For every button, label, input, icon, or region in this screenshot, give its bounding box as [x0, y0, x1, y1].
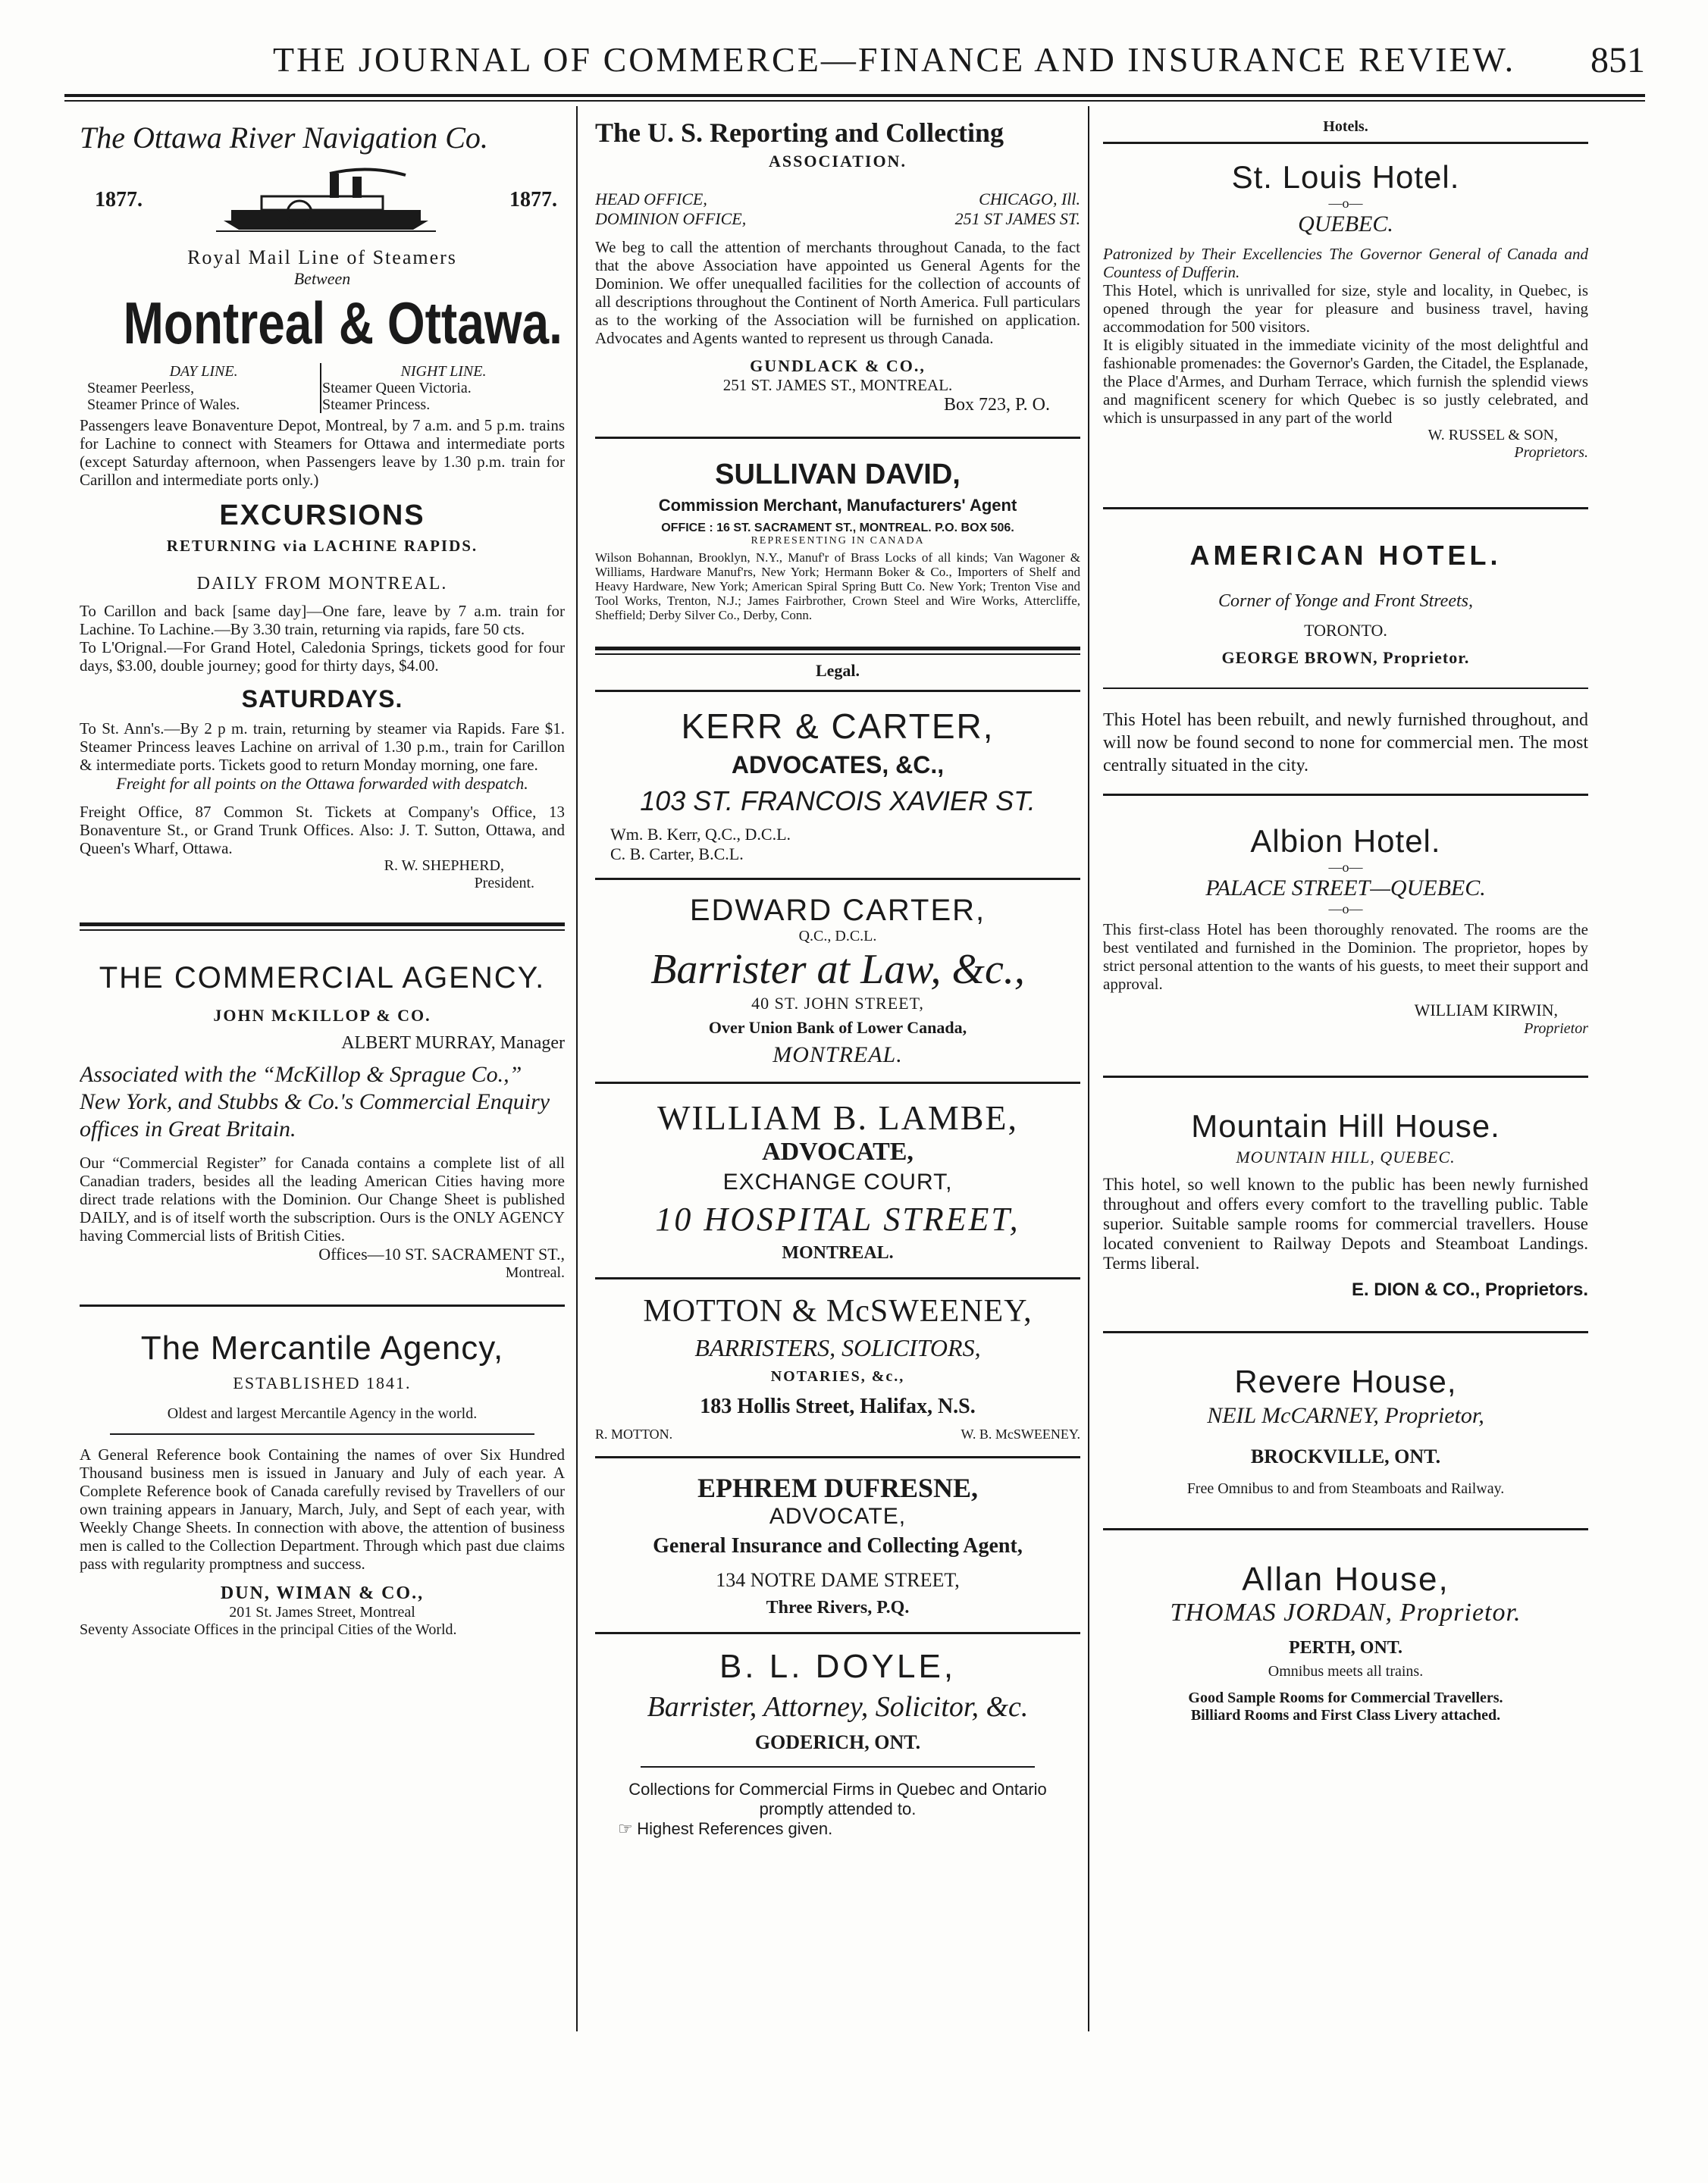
section-divider — [595, 690, 1080, 692]
dominion-office-label: DOMINION OFFICE, — [595, 209, 747, 228]
mercantile-agency-ad — [80, 1330, 565, 1638]
mercantile-address: 201 St. James Street, Montreal — [229, 1604, 415, 1621]
section-divider — [595, 1632, 1080, 1634]
st-louis-city: QUEBEC. — [1298, 211, 1393, 236]
section-divider — [595, 437, 1080, 439]
excursions-heading: EXCURSIONS — [219, 500, 425, 531]
agency-manager: ALBERT MURRAY, Manager — [341, 1033, 565, 1053]
section-divider — [80, 1304, 565, 1307]
saturdays-heading: SATURDAYS. — [241, 685, 403, 713]
motton-notaries: NOTARIES, &c., — [770, 1368, 905, 1385]
lambe-court: EXCHANGE COURT, — [722, 1170, 953, 1195]
dominion-office-address: 251 ST JAMES ST. — [954, 209, 1080, 228]
night-steamer-1: Steamer Queen Victoria. — [322, 380, 472, 396]
mercantile-title: The Mercantile Agency, — [140, 1330, 504, 1367]
edward-name: EDWARD CARTER, — [689, 894, 986, 927]
american-name: AMERICAN HOTEL. — [1189, 540, 1502, 571]
motton-mcsweeney-ad — [595, 1293, 1080, 1442]
mountain-name: Mountain Hill House. — [1191, 1108, 1500, 1144]
motton-title: BARRISTERS, SOLICITORS, — [694, 1334, 981, 1361]
revere-house-ad — [1103, 1364, 1588, 1498]
ornament: —o— — [1328, 901, 1363, 916]
journal-title: THE JOURNAL OF COMMERCE—FINANCE AND INSURANCE REVIEW. — [273, 40, 1516, 79]
agency-associated: Associated with the “McKillop & Sprague Co.,” New York, and Stubbs & Co.'s Commercial Enquiry offices in Great Britain. — [80, 1062, 550, 1142]
american-proprietor: GEORGE BROWN, Proprietor. — [1221, 648, 1470, 667]
day-line-label: DAY LINE. — [169, 363, 238, 380]
ornament: —o— — [1328, 196, 1363, 211]
revere-city: BROCKVILLE, ONT. — [1250, 1445, 1441, 1467]
mountain-proprietor: E. DION & CO., Proprietors. — [1351, 1279, 1588, 1300]
reporting-firm: GUNDLACK & CO., — [750, 356, 926, 375]
albion-body: This first-class Hotel has been thoroughly renovated. The rooms are the best ventilated and furnished in the Dominion. The proprietor, hopes by strict personal attention to the wants of his guests, to meet their support and approval. — [1103, 920, 1588, 993]
allan-house-ad — [1103, 1561, 1588, 1724]
us-reporting-ad — [595, 117, 1080, 415]
doyle-collections: Collections for Commercial Firms in Quebec and Ontario promptly attended to. — [628, 1780, 1047, 1818]
legal-heading: Legal. — [815, 661, 860, 680]
edward-city: MONTREAL. — [773, 1042, 903, 1067]
kerr-partner-2: C. B. Carter, B.C.L. — [610, 844, 744, 863]
divider — [110, 1433, 534, 1435]
st-louis-p1: This Hotel, which is unrivalled for size, style and locality, in Quebec, is opened through the year for pleasure and business travel, having accommodation for 500 visitors. — [1103, 281, 1588, 336]
st-louis-hotel-ad — [1103, 159, 1588, 462]
sullivan-role: Commission Merchant, Manufacturers' Agent — [658, 496, 1017, 515]
royal-mail-line: Royal Mail Line of Steamers — [187, 246, 457, 268]
night-steamer-2: Steamer Princess. — [322, 396, 431, 413]
mercantile-body: A General Reference book Containing the names of over Six Hundred Thousand business men is issued in January and July of each year. A Complete Reference book of Canada carefully revised by Travellers of our own training appears in January, March, July, and Sept of each year, with Weekly Change Sheets. In connection with above, the attention of business men is called to the Collection Department. Through which past due claims pass with regularity promptness and success. — [80, 1445, 565, 1573]
agency-firm: JOHN McKILLOP & CO. — [213, 1006, 431, 1025]
revere-name: Revere House, — [1234, 1364, 1457, 1399]
passenger-notice: Passengers leave Bonaventure Depot, Montreal, by 7 a.m. and 5 p.m. trains for Lachine to connect with Steamers for Ottawa and intermediate ports (except Saturday afternoon, when Passengers leave by 1.30 p.m. train for Carillon and intermediate ports only.) — [80, 416, 565, 489]
reporting-association: ASSOCIATION. — [769, 152, 907, 171]
dufresne-title: ADVOCATE, — [769, 1504, 907, 1529]
page-number: 851 — [1590, 40, 1645, 80]
carillon-fares: To Carillon and back [same day]—One fare, leave by 7 a.m. train for Lachine. To Lachine.—By 3.30 train, returning via rapids, fare 50 cts. — [80, 602, 565, 638]
section-divider — [595, 878, 1080, 880]
agency-register: Our “Commercial Register” for Canada contains a complete list of all Canadian traders, besides all the leading American Cities having more direct trade relations with the Dominion. Our Change Sheet is published DAILY, and is of itself worth the subscription. Ours is the ONLY AGENCY having Commercial lists of British Cities. — [80, 1154, 565, 1245]
mercantile-established: ESTABLISHED 1841. — [233, 1373, 412, 1392]
night-line-label: NIGHT LINE. — [400, 363, 487, 380]
doyle-references: Highest References given. — [637, 1819, 833, 1838]
motton-name: MOTTON & McSWEENEY, — [643, 1294, 1033, 1329]
edward-bank: Over Union Bank of Lower Canada, — [708, 1018, 967, 1037]
kerr-address: 103 ST. FRANCOIS XAVIER ST. — [640, 785, 1036, 816]
reporting-address: 251 ST. JAMES ST., MONTREAL. — [722, 376, 953, 394]
lambe-city: MONTREAL. — [782, 1243, 894, 1263]
section-divider — [595, 1082, 1080, 1084]
page-header — [61, 39, 1660, 96]
allan-omnibus: Omnibus meets all trains. — [1268, 1663, 1424, 1680]
ottawa-signer: R. W. SHEPHERD, — [384, 857, 504, 874]
doyle-ad — [595, 1648, 1080, 1839]
allan-proprietor: THOMAS JORDAN, Proprietor. — [1170, 1599, 1522, 1627]
allan-billiard: Billiard Rooms and First Class Livery attached. — [1190, 1707, 1501, 1724]
albion-name: Albion Hotel. — [1250, 823, 1441, 859]
header-rule — [64, 94, 1645, 97]
hotels-heading: Hotels. — [1323, 118, 1368, 135]
route-headline: Montreal & Ottawa. — [123, 290, 563, 356]
albion-signer-title: Proprietor — [1524, 1020, 1588, 1037]
doyle-title: Barrister, Attorney, Solicitor, &c. — [647, 1691, 1029, 1723]
sullivan-name: SULLIVAN DAVID, — [715, 459, 961, 490]
mercantile-footer: Seventy Associate Offices in the principal Cities of the World. — [80, 1621, 457, 1638]
albion-hotel-ad — [1103, 823, 1588, 1038]
albion-address: PALACE STREET—QUEBEC. — [1205, 875, 1486, 900]
agency-city: Montreal. — [505, 1264, 565, 1281]
edward-title: Barrister at Law, &c., — [650, 946, 1025, 993]
ottawa-navigation-ad — [80, 120, 565, 892]
freight-forwarded: Freight for all points on the Ottawa forwarded with despatch. — [116, 774, 528, 793]
kerr-name: KERR & CARTER, — [681, 706, 995, 746]
ornament: —o— — [1328, 860, 1363, 875]
column-divider-2 — [1088, 106, 1089, 2031]
column-middle — [595, 106, 1080, 2084]
head-office-label: HEAD OFFICE, — [595, 189, 707, 208]
year-left: 1877. — [95, 188, 143, 211]
section-divider — [80, 922, 565, 931]
mountain-body: This hotel, so well known to the public has been newly furnished throughout and offers every comfort to the travelling public. Table superior. Suitable sample rooms for commercial travellers. House located convenient to Railway Depots and Steamboat Landings. Terms liberal. — [1103, 1175, 1588, 1273]
kerr-partner-1: Wm. B. Kerr, Q.C., D.C.L. — [610, 825, 791, 844]
edward-quals: Q.C., D.C.L. — [798, 928, 877, 944]
column-left — [80, 106, 565, 2084]
section-divider — [1103, 1076, 1588, 1078]
sullivan-david-ad — [595, 459, 1080, 622]
motton-partner-2: W. B. McSWEENEY. — [961, 1427, 1080, 1442]
mercantile-firm: DUN, WIMAN & CO., — [220, 1583, 425, 1603]
mercantile-oldest: Oldest and largest Mercantile Agency in the world. — [167, 1405, 478, 1422]
kerr-carter-ad — [595, 706, 1080, 864]
company-name: The Ottawa River Navigation Co. — [80, 121, 488, 155]
st-louis-name: St. Louis Hotel. — [1231, 159, 1460, 195]
sullivan-list: Wilson Bohannan, Brooklyn, N.Y., Manuf'r of Brass Locks of all kinds; Van Wagoner & Williams, Hardware Manuf'rs, New York; Hermann Boker & Co., Importers of Shelf and Heavy Hardware, New York; American Spiral Spring Butt Co. New York; Trenton Vise and Tool Works, Trenton, N.J.; James Fairbrother, Crown Steel and Wire Works, Attercliffe, Sheffield; Derby Silver Co., Derby, Conn. — [595, 550, 1080, 622]
section-divider — [595, 647, 1080, 655]
year-right: 1877. — [509, 188, 557, 211]
lambe-title: ADVOCATE, — [762, 1138, 914, 1166]
reporting-title: The U. S. Reporting and Collecting — [595, 117, 1004, 148]
doyle-city: GODERICH, ONT. — [754, 1731, 921, 1753]
allan-rooms: Good Sample Rooms for Commercial Travellers. — [1188, 1690, 1503, 1706]
section-divider — [595, 1456, 1080, 1458]
section-divider — [1103, 507, 1588, 509]
allan-city: PERTH, ONT. — [1288, 1638, 1403, 1658]
agency-offices: Offices—10 ST. SACRAMENT ST., — [318, 1245, 565, 1264]
american-hotel-ad — [1103, 540, 1588, 777]
mountain-address: MOUNTAIN HILL, QUEBEC. — [1236, 1148, 1456, 1167]
dufresne-city: Three Rivers, P.Q. — [766, 1598, 910, 1618]
divider — [1103, 687, 1588, 689]
lambe-street: 10 HOSPITAL STREET, — [655, 1201, 1020, 1238]
motton-partner-1: R. MOTTON. — [595, 1427, 673, 1442]
st-louis-p2: It is eligibly situated in the immediate vicinity of the most delightful and fashionable promenades: the Governor's Garden, the Citadel, the Esplanade, the Place d'Armes, and Durham Terrace, which furnish the splendid views and magnificent scenery for which Quebec is so justly celebrated, and which is unsurpassed in any part of the world — [1103, 336, 1588, 427]
steamboat-icon — [216, 166, 436, 234]
st-louis-signer: W. RUSSEL & SON, — [1428, 427, 1558, 443]
motton-address: 183 Hollis Street, Halifax, N.S. — [700, 1395, 976, 1418]
edward-carter-ad — [595, 894, 1080, 1068]
pointing-hand-icon: ☞ — [618, 1819, 633, 1838]
between-label: Between — [293, 269, 351, 288]
william-lambe-ad — [595, 1098, 1080, 1264]
orignal-fares: To L'Orignal.—For Grand Hotel, Caledonia Springs, tickets good for four days, $3.00, double journey; good for thirty days, $4.00. — [80, 638, 565, 675]
section-divider — [1103, 1528, 1588, 1530]
agency-title: THE COMMERCIAL AGENCY. — [99, 961, 546, 994]
american-corner: Corner of Yonge and Front Streets, — [1218, 591, 1473, 611]
st-louis-patron: Patronized by Their Excellencies The Governor General of Canada and Countess of Dufferin. — [1103, 245, 1588, 281]
section-divider — [1103, 1331, 1588, 1333]
lambe-name: WILLIAM B. LAMBE, — [657, 1098, 1019, 1137]
freight-office: Freight Office, 87 Common St. Tickets at Company's Office, 13 Bonaventure St., or Grand Trunk Offices. Also: J. T. Sutton, Ottawa, and Queen's Wharf, Ottawa. — [80, 803, 565, 857]
ottawa-signer-title: President. — [474, 875, 534, 891]
st-louis-signer-title: Proprietors. — [1514, 444, 1588, 461]
kerr-title: ADVOCATES, &C., — [731, 751, 945, 778]
doyle-name: B. L. DOYLE, — [719, 1648, 957, 1685]
revere-omnibus: Free Omnibus to and from Steamboats and Railway. — [1186, 1480, 1505, 1497]
header-rule-thin — [64, 100, 1645, 102]
day-steamer-1: Steamer Peerless, — [87, 380, 195, 396]
reporting-box: Box 723, P. O. — [943, 395, 1050, 415]
ephrem-dufresne-ad — [595, 1472, 1080, 1618]
column-right — [1103, 106, 1588, 2084]
head-office-city: CHICAGO, Ill. — [979, 189, 1080, 208]
dufresne-name: EPHREM DUFRESNE, — [697, 1473, 979, 1503]
dufresne-address: 134 NOTRE DAME STREET, — [716, 1569, 960, 1591]
american-city: TORONTO. — [1304, 621, 1387, 640]
daily-from-montreal: DAILY FROM MONTREAL. — [196, 574, 448, 594]
reporting-body: We beg to call the attention of merchants throughout Canada, to the fact that the above Association have appointed us General Agents for the Dominion. We offer unequalled facilities for the collection of accounts of all descriptions throughout the Continent of North America. Full particulars as to the working of the Association will be furnished on application. Advocates and Agents wanted to represent us through Canada. — [595, 238, 1080, 347]
divider — [641, 1766, 1035, 1768]
mountain-hill-house-ad — [1103, 1108, 1588, 1301]
allan-name: Allan House, — [1242, 1561, 1449, 1598]
edward-address: 40 ST. JOHN STREET, — [751, 994, 924, 1013]
column-divider-1 — [576, 106, 578, 2031]
st-ann-excursion: To St. Ann's.—By 2 p m. train, returning by steamer via Rapids. Fare $1. Steamer Princess leaves Lachine on arrival of 1.30 p.m., train for Carillon & intermediate ports. Tickets good to return Monday morning, one fare. — [80, 719, 565, 774]
day-steamer-2: Steamer Prince of Wales. — [87, 396, 240, 413]
section-divider — [595, 1277, 1080, 1279]
section-divider — [1103, 142, 1588, 144]
revere-proprietor: NEIL McCARNEY, Proprietor, — [1207, 1403, 1484, 1428]
commercial-agency-ad — [80, 961, 565, 1282]
section-divider — [1103, 794, 1588, 796]
sullivan-office: OFFICE : 16 ST. SACRAMENT ST., MONTREAL. P.O. BOX 506. — [661, 521, 1014, 534]
dufresne-agent: General Insurance and Collecting Agent, — [653, 1534, 1023, 1558]
american-body: This Hotel has been rebuilt, and newly furnished throughout, and will now be found second to none for commercial men. The most centrally situated in the city. — [1103, 710, 1588, 775]
albion-signer: WILLIAM KIRWIN, — [1414, 1001, 1558, 1019]
returning-via-rapids: RETURNING via LACHINE RAPIDS. — [166, 537, 478, 555]
sullivan-representing: REPRESENTING IN CANADA — [751, 535, 925, 547]
